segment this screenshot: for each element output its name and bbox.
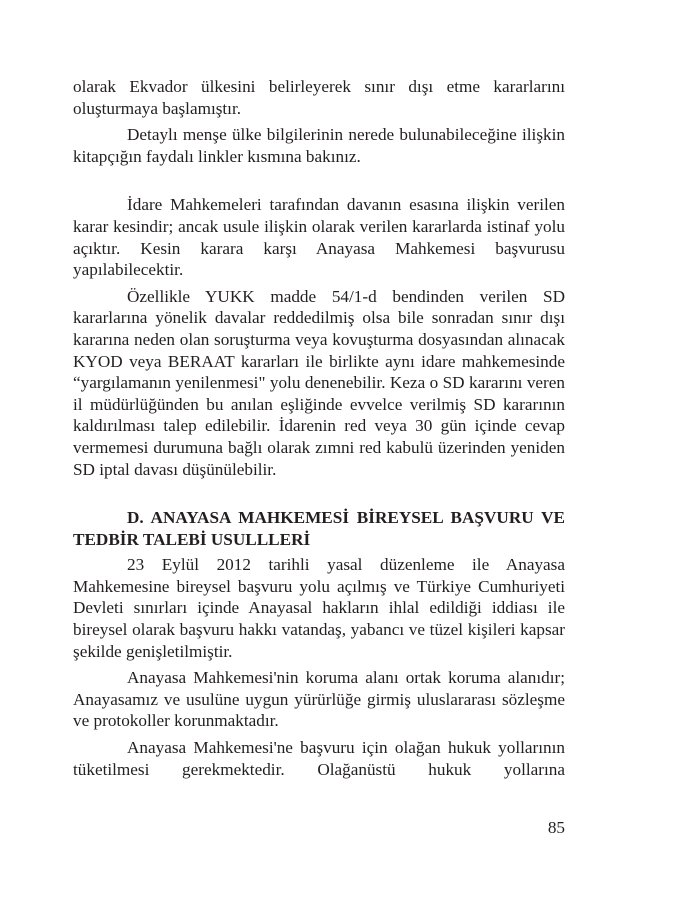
paragraph-continuation: olarak Ekvador ülkesini belirleyerek sınır dışı etme kararlarını oluşturmaya başlamıştır.	[73, 77, 565, 118]
paragraph-yukk: Özellikle YUKK madde 54/1-d bendinden verilen SD kararlarına yönelik davalar reddedilmiş olsa bile sonradan sınır dışı kararına neden olan soruşturma veya kovuşturma dosyasından alınacak KYOD veya BERAAT kararları ile birlikte aynı idare mahkemesinde “yargılamanın yenilenmesi" yolu denenebilir. Keza o SD kararını veren il müdürlüğünden bu anılan eşliğinde evvelce verilmiş SD kararının kaldırılması talep edilebilir. İdarenin red veya 30 gün içinde cevap vermemesi durumuna bağlı olarak zımni red kabulü üzerinden yeniden SD iptal davası düşünülebilir.	[73, 286, 565, 479]
paragraph-individual-application: 23 Eylül 2012 tarihli yasal düzenleme ile Anayasa Mahkemesine bireysel başvuru yolu açılmış ve Türkiye Cumhuriyeti Devleti sınırları içinde Anayasal hakların ihlal edildiği iddiası ile bireysel olarak başvuru hakkı vatandaş, yabancı ve tüzel kişileri kapsar şekilde genişletilmiştir.	[73, 555, 565, 661]
paragraph-country-info: Detaylı menşe ülke bilgilerinin nerede bulunabileceğine ilişkin kitapçığın faydalı linkler kısmına bakınız.	[73, 125, 565, 166]
paragraph-exhaustion-of-remedies: Anayasa Mahkemesi'ne başvuru için olağan hukuk yollarının tüketilmesi gerekmektedir. Olağanüstü hukuk yollarına	[73, 738, 565, 779]
document-page	[73, 76, 565, 785]
paragraph-administrative-courts: İdare Mahkemeleri tarafından davanın esasına ilişkin verilen karar kesindir; ancak usule ilişkin olarak verilen kararlarda istinaf yolu açıktır. Kesin karara karşı Anayasa Mahkemesi başvurusu yapılabilecektir.	[73, 195, 565, 280]
paragraph-protection-area: Anayasa Mahkemesi'nin koruma alanı ortak koruma alanıdır; Anayasamız ve usulüne uygun yürürlüğe girmiş uluslararası sözleşme ve protokoller korunmaktadır.	[73, 668, 565, 731]
section-heading: D. ANAYASA MAHKEMESİ BİREYSEL BAŞVURU VE TEDBİR TALEBİ USULLLERİ	[73, 508, 565, 549]
page-number: 85	[547, 818, 565, 837]
